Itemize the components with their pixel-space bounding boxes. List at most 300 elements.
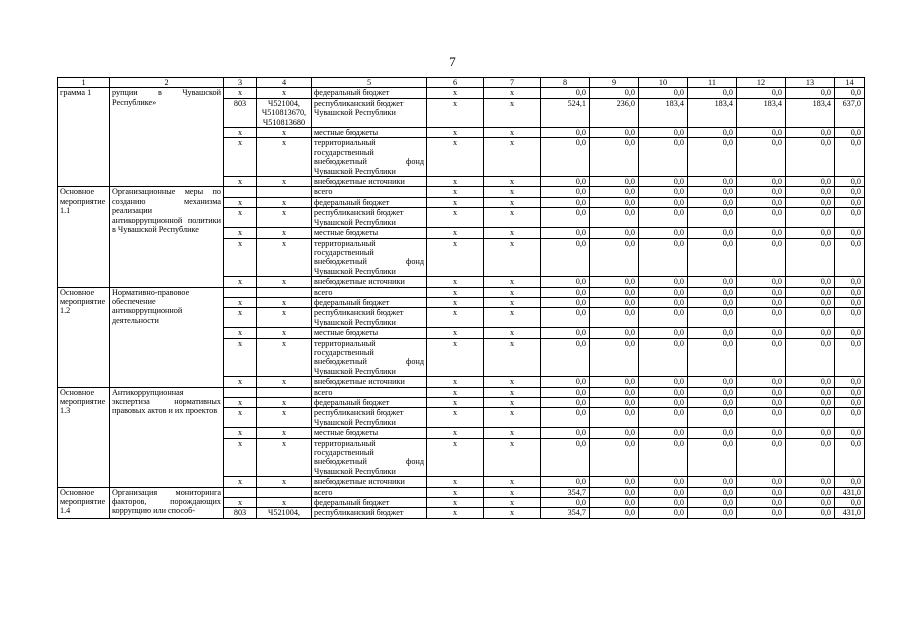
value-cell: 0,0 (737, 177, 786, 187)
value-cell: 0,0 (639, 477, 688, 487)
value-cell: 354,7 (541, 487, 590, 497)
grbs-code: 803 (224, 508, 257, 518)
value-cell: 0,0 (835, 377, 865, 387)
value-cell: 0,0 (737, 338, 786, 377)
measure-name: Организация мониторинга факторов, порождающих коррупцию или способ- (110, 487, 224, 518)
kbk-code: Ч521004, Ч510813670, Ч510813680 (257, 98, 312, 127)
value-cell: 0,0 (786, 377, 835, 387)
table-cell: x (427, 88, 484, 98)
value-cell: 0,0 (541, 228, 590, 238)
table-cell: x (484, 508, 541, 518)
table-cell: x (427, 428, 484, 438)
source-cell: всего (312, 387, 427, 397)
value-cell: 0,0 (639, 428, 688, 438)
value-cell: 0,0 (688, 408, 737, 428)
value-cell: 0,0 (590, 408, 639, 428)
value-cell: 0,0 (639, 177, 688, 187)
value-cell: 524,1 (541, 98, 590, 127)
table-cell (257, 387, 312, 397)
value-cell: 0,0 (737, 128, 786, 138)
table-cell: x (484, 238, 541, 277)
table-cell: x (224, 377, 257, 387)
value-cell: 0,0 (541, 208, 590, 228)
source-cell: внебюджетные источники (312, 477, 427, 487)
table-cell: x (427, 128, 484, 138)
table-cell (224, 287, 257, 297)
value-cell: 0,0 (737, 308, 786, 328)
table-cell: x (427, 398, 484, 408)
table-cell: x (484, 197, 541, 207)
column-header: 3 (224, 78, 257, 88)
value-cell: 0,0 (590, 297, 639, 307)
table-cell: x (427, 187, 484, 197)
value-cell: 0,0 (737, 277, 786, 287)
source-cell: всего (312, 187, 427, 197)
value-cell: 0,0 (786, 287, 835, 297)
value-cell: 0,0 (835, 328, 865, 338)
table-cell: x (257, 208, 312, 228)
value-cell: 0,0 (590, 328, 639, 338)
table-cell: x (257, 328, 312, 338)
table-cell: x (224, 328, 257, 338)
table-cell: x (257, 408, 312, 428)
source-cell: внебюджетные источники (312, 177, 427, 187)
value-cell: 0,0 (688, 138, 737, 177)
value-cell: 0,0 (835, 177, 865, 187)
value-cell: 0,0 (590, 177, 639, 187)
table-cell: x (484, 297, 541, 307)
value-cell: 0,0 (688, 308, 737, 328)
table-cell: x (224, 177, 257, 187)
value-cell: 0,0 (737, 428, 786, 438)
value-cell: 0,0 (835, 238, 865, 277)
table-cell: x (257, 338, 312, 377)
table-cell: x (427, 228, 484, 238)
value-cell: 0,0 (737, 498, 786, 508)
value-cell: 0,0 (835, 287, 865, 297)
value-cell: 0,0 (590, 438, 639, 477)
table-cell: x (224, 197, 257, 207)
table-cell: x (427, 208, 484, 228)
value-cell: 0,0 (786, 187, 835, 197)
table-cell: x (484, 477, 541, 487)
value-cell: 0,0 (737, 398, 786, 408)
table-cell: x (484, 277, 541, 287)
value-cell: 0,0 (688, 438, 737, 477)
value-cell: 431,0 (835, 508, 865, 518)
table-cell: x (427, 477, 484, 487)
value-cell: 0,0 (590, 128, 639, 138)
value-cell: 0,0 (688, 297, 737, 307)
table-cell: x (257, 377, 312, 387)
table-cell: x (484, 487, 541, 497)
source-cell: территориальный государственный внебюджетный фонд Чувашской Республики (312, 338, 427, 377)
value-cell: 0,0 (688, 498, 737, 508)
source-cell: республиканский бюджет Чувашской Республики (312, 408, 427, 428)
table-cell: x (224, 138, 257, 177)
grbs-code: 803 (224, 98, 257, 127)
value-cell: 0,0 (737, 138, 786, 177)
value-cell: 0,0 (590, 508, 639, 518)
table-cell: x (257, 428, 312, 438)
value-cell: 0,0 (786, 508, 835, 518)
value-cell: 0,0 (786, 177, 835, 187)
value-cell: 0,0 (737, 297, 786, 307)
value-cell: 0,0 (541, 398, 590, 408)
column-header: 13 (786, 78, 835, 88)
value-cell: 0,0 (639, 328, 688, 338)
value-cell: 0,0 (688, 387, 737, 397)
value-cell: 0,0 (786, 498, 835, 508)
source-cell: всего (312, 487, 427, 497)
value-cell: 0,0 (786, 338, 835, 377)
table-cell: x (427, 328, 484, 338)
value-cell: 0,0 (786, 428, 835, 438)
value-cell: 0,0 (541, 408, 590, 428)
source-cell: территориальный государственный внебюджетный фонд Чувашской Республики (312, 438, 427, 477)
table-cell: x (257, 477, 312, 487)
value-cell: 0,0 (688, 377, 737, 387)
value-cell: 0,0 (688, 477, 737, 487)
table-cell: x (257, 238, 312, 277)
value-cell: 0,0 (786, 297, 835, 307)
table-cell: x (427, 487, 484, 497)
table-cell: x (427, 177, 484, 187)
value-cell: 0,0 (786, 487, 835, 497)
value-cell: 0,0 (688, 508, 737, 518)
table-cell: x (224, 238, 257, 277)
source-cell: республиканский бюджет Чувашской Республики (312, 208, 427, 228)
source-cell: местные бюджеты (312, 128, 427, 138)
value-cell: 183,4 (786, 98, 835, 127)
measure-label: Основное мероприятие 1.4 (58, 487, 110, 518)
value-cell: 0,0 (590, 398, 639, 408)
value-cell: 0,0 (590, 387, 639, 397)
source-cell: федеральный бюджет (312, 88, 427, 98)
value-cell: 0,0 (541, 287, 590, 297)
source-cell: республиканский бюджет Чувашской Республики (312, 98, 427, 127)
source-cell: территориальный государственный внебюджетный фонд Чувашской Республики (312, 138, 427, 177)
value-cell: 0,0 (737, 88, 786, 98)
source-cell: территориальный государственный внебюджетный фонд Чувашской Республики (312, 238, 427, 277)
table-cell: x (427, 98, 484, 127)
table-cell: x (484, 308, 541, 328)
measure-name: Антикоррупционная экспертиза нормативных правовых актов и их проектов (110, 387, 224, 487)
value-cell: 0,0 (639, 277, 688, 287)
value-cell: 0,0 (590, 88, 639, 98)
value-cell: 0,0 (639, 128, 688, 138)
value-cell: 0,0 (590, 338, 639, 377)
value-cell: 0,0 (541, 308, 590, 328)
table-cell: x (257, 177, 312, 187)
table-cell: x (427, 197, 484, 207)
budget-table (57, 77, 865, 519)
table-cell: x (257, 138, 312, 177)
value-cell: 183,4 (688, 98, 737, 127)
value-cell: 0,0 (835, 477, 865, 487)
value-cell: 0,0 (688, 428, 737, 438)
value-cell: 0,0 (835, 398, 865, 408)
source-cell: внебюджетные источники (312, 377, 427, 387)
value-cell: 0,0 (786, 398, 835, 408)
value-cell: 0,0 (541, 477, 590, 487)
table-cell: x (484, 187, 541, 197)
value-cell: 0,0 (688, 238, 737, 277)
column-header: 12 (737, 78, 786, 88)
value-cell: 0,0 (786, 328, 835, 338)
value-cell: 0,0 (639, 508, 688, 518)
table-cell: x (224, 408, 257, 428)
table-cell: x (484, 328, 541, 338)
value-cell: 0,0 (590, 428, 639, 438)
value-cell: 0,0 (639, 297, 688, 307)
table-cell: x (427, 438, 484, 477)
kbk-code: Ч521004, (257, 508, 312, 518)
table-cell: x (484, 438, 541, 477)
value-cell: 0,0 (786, 228, 835, 238)
column-header: 4 (257, 78, 312, 88)
table-cell (257, 287, 312, 297)
table-cell (224, 187, 257, 197)
table-cell (224, 387, 257, 397)
value-cell: 0,0 (737, 377, 786, 387)
source-cell: местные бюджеты (312, 428, 427, 438)
source-cell: федеральный бюджет (312, 498, 427, 508)
table-cell: x (427, 498, 484, 508)
value-cell: 0,0 (786, 308, 835, 328)
table-cell: x (484, 208, 541, 228)
column-header: 5 (312, 78, 427, 88)
value-cell: 0,0 (541, 187, 590, 197)
table-cell: x (484, 408, 541, 428)
table-cell: x (224, 477, 257, 487)
value-cell: 0,0 (786, 438, 835, 477)
column-header: 1 (58, 78, 110, 88)
value-cell: 0,0 (835, 88, 865, 98)
value-cell: 0,0 (639, 208, 688, 228)
table-cell: x (224, 228, 257, 238)
table-cell: x (224, 398, 257, 408)
column-header: 14 (835, 78, 865, 88)
table-cell: x (484, 88, 541, 98)
table-cell: x (257, 277, 312, 287)
value-cell: 0,0 (835, 308, 865, 328)
value-cell: 0,0 (737, 187, 786, 197)
value-cell: 0,0 (786, 128, 835, 138)
value-cell: 0,0 (639, 387, 688, 397)
measure-label: Основное мероприятие 1.1 (58, 187, 110, 287)
column-header: 7 (484, 78, 541, 88)
value-cell: 0,0 (639, 498, 688, 508)
table-cell: x (257, 88, 312, 98)
page-number: 7 (449, 54, 456, 69)
value-cell: 0,0 (541, 377, 590, 387)
value-cell: 183,4 (737, 98, 786, 127)
measure-row-total (58, 387, 865, 397)
value-cell: 0,0 (541, 428, 590, 438)
value-cell: 0,0 (639, 238, 688, 277)
table-cell: x (427, 287, 484, 297)
table-cell: x (427, 377, 484, 387)
value-cell: 0,0 (835, 408, 865, 428)
table-cell: x (257, 498, 312, 508)
table-cell: x (484, 98, 541, 127)
value-cell: 0,0 (737, 387, 786, 397)
value-cell: 431,0 (835, 487, 865, 497)
measure-name: Организационные меры по созданию механизма реализации антикоррупционной политики в Чувашской Республике (110, 187, 224, 287)
value-cell: 0,0 (590, 228, 639, 238)
value-cell: 0,0 (590, 498, 639, 508)
program-row-federal (58, 88, 865, 98)
value-cell: 0,0 (688, 187, 737, 197)
source-cell: федеральный бюджет (312, 197, 427, 207)
value-cell: 0,0 (688, 398, 737, 408)
value-cell: 0,0 (737, 328, 786, 338)
value-cell: 0,0 (590, 377, 639, 387)
table-cell (224, 487, 257, 497)
source-cell: всего (312, 287, 427, 297)
value-cell: 0,0 (835, 338, 865, 377)
value-cell: 0,0 (541, 177, 590, 187)
value-cell: 0,0 (835, 197, 865, 207)
value-cell: 0,0 (688, 177, 737, 187)
value-cell: 0,0 (541, 498, 590, 508)
table-cell: x (427, 138, 484, 177)
program-name: рупции в Чувашской Республике» (110, 88, 224, 187)
table-cell: x (484, 387, 541, 397)
value-cell: 0,0 (590, 238, 639, 277)
value-cell: 0,0 (639, 308, 688, 328)
measure-label: Основное мероприятие 1.2 (58, 287, 110, 387)
table-cell: x (484, 128, 541, 138)
value-cell: 0,0 (835, 228, 865, 238)
table-cell: x (427, 408, 484, 428)
table-cell: x (224, 208, 257, 228)
table-cell: x (224, 277, 257, 287)
value-cell: 0,0 (541, 328, 590, 338)
source-cell: федеральный бюджет (312, 398, 427, 408)
table-cell: x (224, 438, 257, 477)
value-cell: 0,0 (835, 187, 865, 197)
value-cell: 0,0 (688, 277, 737, 287)
value-cell: 0,0 (590, 487, 639, 497)
value-cell: 0,0 (541, 297, 590, 307)
value-cell: 0,0 (737, 487, 786, 497)
table-cell: x (427, 297, 484, 307)
source-cell: республиканский бюджет (312, 508, 427, 518)
value-cell: 637,0 (835, 98, 865, 127)
value-cell: 0,0 (835, 208, 865, 228)
source-cell: местные бюджеты (312, 228, 427, 238)
table-cell: x (484, 287, 541, 297)
value-cell: 0,0 (541, 88, 590, 98)
measure-name: Нормативно-правовое обеспечение антикоррупционной деятельности (110, 287, 224, 387)
value-cell: 0,0 (835, 428, 865, 438)
value-cell: 0,0 (688, 328, 737, 338)
value-cell: 0,0 (835, 277, 865, 287)
table-cell: x (257, 308, 312, 328)
value-cell: 0,0 (639, 287, 688, 297)
column-header: 8 (541, 78, 590, 88)
value-cell: 0,0 (639, 228, 688, 238)
table-cell: x (224, 338, 257, 377)
value-cell: 0,0 (688, 197, 737, 207)
value-cell: 0,0 (639, 88, 688, 98)
value-cell: 0,0 (590, 287, 639, 297)
value-cell: 0,0 (541, 438, 590, 477)
value-cell: 0,0 (835, 387, 865, 397)
value-cell: 0,0 (737, 208, 786, 228)
program-label: грамма 1 (58, 88, 110, 187)
value-cell: 0,0 (786, 408, 835, 428)
value-cell: 0,0 (737, 228, 786, 238)
table-cell: x (224, 498, 257, 508)
measure-row-total (58, 287, 865, 297)
value-cell: 0,0 (639, 187, 688, 197)
value-cell: 0,0 (590, 138, 639, 177)
table-cell: x (484, 377, 541, 387)
table-cell (257, 487, 312, 497)
value-cell: 0,0 (786, 197, 835, 207)
value-cell: 183,4 (639, 98, 688, 127)
measure-row-total (58, 187, 865, 197)
value-cell: 0,0 (590, 308, 639, 328)
value-cell: 0,0 (590, 208, 639, 228)
value-cell: 0,0 (541, 238, 590, 277)
value-cell: 0,0 (786, 387, 835, 397)
source-cell: внебюджетные источники (312, 277, 427, 287)
value-cell: 0,0 (737, 408, 786, 428)
value-cell: 236,0 (590, 98, 639, 127)
value-cell: 0,0 (541, 338, 590, 377)
value-cell: 0,0 (639, 377, 688, 387)
table-cell: x (224, 428, 257, 438)
value-cell: 354,7 (541, 508, 590, 518)
table-cell: x (427, 508, 484, 518)
column-header: 2 (110, 78, 224, 88)
table-cell: x (427, 308, 484, 328)
value-cell: 0,0 (737, 238, 786, 277)
value-cell: 0,0 (541, 277, 590, 287)
table-cell: x (257, 297, 312, 307)
table-cell: x (427, 338, 484, 377)
value-cell: 0,0 (639, 438, 688, 477)
table-cell: x (484, 138, 541, 177)
value-cell: 0,0 (786, 477, 835, 487)
value-cell: 0,0 (541, 387, 590, 397)
value-cell: 0,0 (639, 487, 688, 497)
value-cell: 0,0 (737, 438, 786, 477)
table-cell: x (257, 228, 312, 238)
table-cell: x (484, 177, 541, 187)
column-header: 6 (427, 78, 484, 88)
value-cell: 0,0 (590, 277, 639, 287)
value-cell: 0,0 (688, 128, 737, 138)
table-cell: x (224, 297, 257, 307)
table-cell: x (484, 498, 541, 508)
table-cell: x (484, 228, 541, 238)
table-cell: x (224, 88, 257, 98)
value-cell: 0,0 (688, 208, 737, 228)
table-cell: x (484, 338, 541, 377)
value-cell: 0,0 (737, 508, 786, 518)
column-header: 11 (688, 78, 737, 88)
value-cell: 0,0 (786, 238, 835, 277)
column-header: 10 (639, 78, 688, 88)
value-cell: 0,0 (786, 277, 835, 287)
value-cell: 0,0 (688, 287, 737, 297)
value-cell: 0,0 (639, 138, 688, 177)
